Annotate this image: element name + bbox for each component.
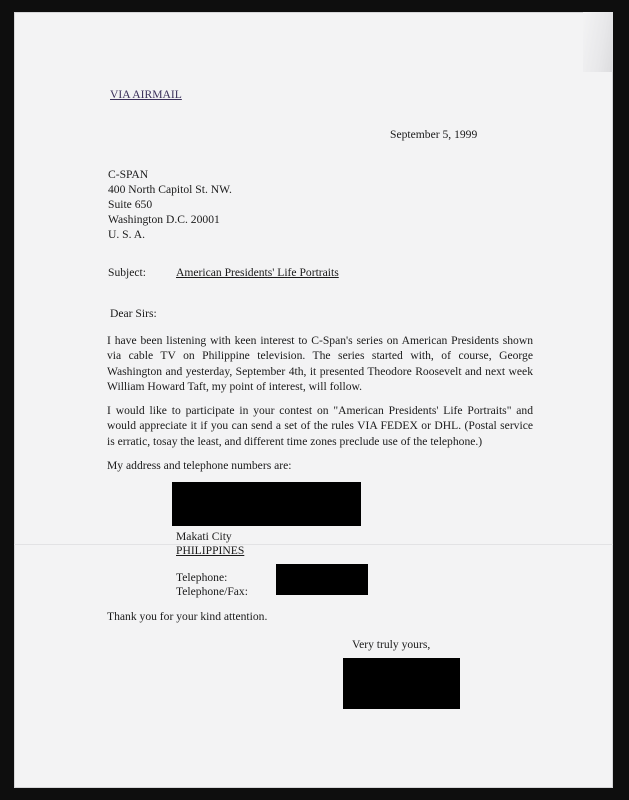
redaction-block-address [172,482,361,526]
body-paragraph-1: I have been listening with keen interest to C-Span's series on American Presidents shown via cable TV on Philippine television. The series started with, of course, George Washington and yesterday, September 4th, it presented Theodore Roosevelt and next week William Howard Taft, my point of interest, will follow. [107,334,533,394]
letter-page [14,12,613,788]
recipient-line: U. S. A. [108,228,146,241]
body-paragraph-2: I would like to participate in your contest on "American Presidents' Life Portraits" and would appreciate it if you can send a set of the rules VIA FEDEX or DHL. (Postal service is erratic, tosay the least, and different time zones preclude use of the telephone.) [107,404,533,448]
address-intro: My address and telephone numbers are: [107,459,292,472]
recipient-line: C-SPAN [108,168,149,181]
letter-date: September 5, 1999 [390,128,478,141]
via-airmail-heading: VIA AIRMAIL [110,88,182,101]
telephone-label: Telephone: [176,571,228,584]
redaction-block-signature [343,658,460,709]
address-country: PHILIPPINES [176,544,245,557]
telefax-label: Telephone/Fax: [176,585,248,598]
subject-value: American Presidents' Life Portraits [176,266,339,279]
paper-fold-line [14,544,613,545]
closing-thanks: Thank you for your kind attention. [107,610,268,623]
recipient-line: Washington D.C. 20001 [108,213,220,226]
signoff: Very truly yours, [352,638,431,651]
page-corner-curl [583,12,613,72]
redaction-block-phone [276,564,368,595]
recipient-line: Suite 650 [108,198,153,211]
address-city: Makati City [176,530,232,543]
salutation: Dear Sirs: [110,307,157,320]
subject-label: Subject: [108,266,146,279]
recipient-line: 400 North Capitol St. NW. [108,183,232,196]
